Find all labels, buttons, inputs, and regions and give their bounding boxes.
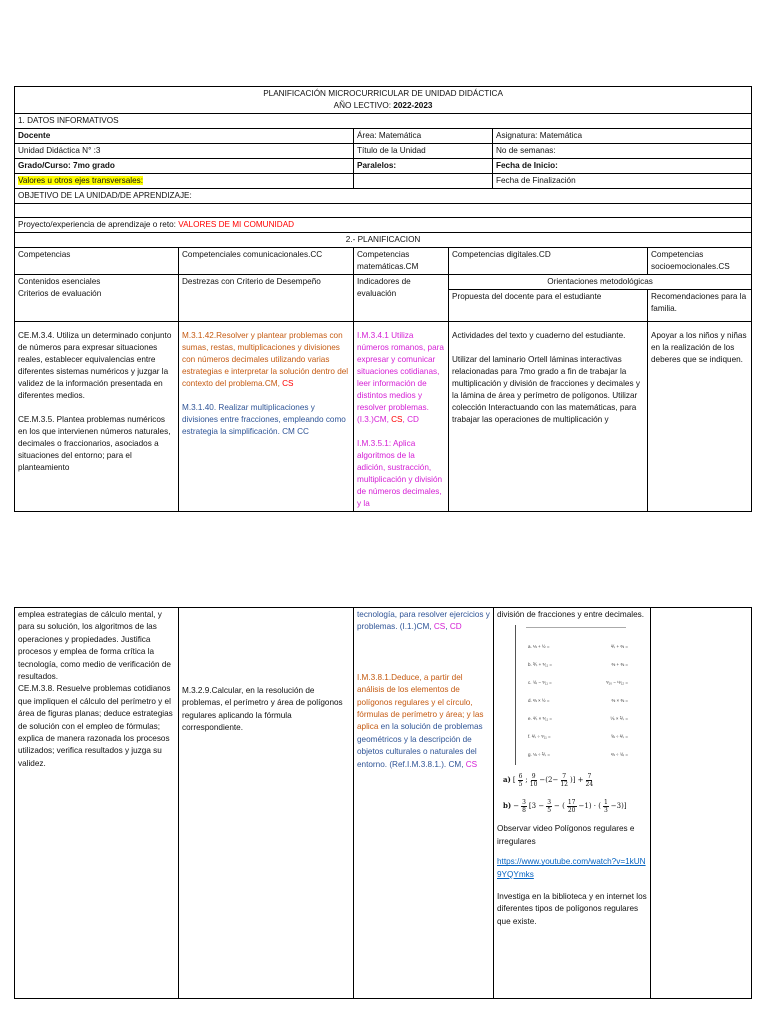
unidad-field: Unidad Didáctica N° :3 bbox=[15, 144, 354, 159]
competencias-cm-header: Competencias matemáticas.CM bbox=[354, 248, 449, 275]
document-title: PLANIFICACIÓN MICROCURRICULAR DE UNIDAD DIDÁCTICA AÑO LECTIVO: 2022-2023 bbox=[15, 87, 752, 114]
objetivo-value bbox=[15, 204, 752, 218]
recomendaciones-header: Recomendaciones para la familia. bbox=[648, 290, 752, 322]
destrezas-cell-continued: M.3.2.9.Calcular, en la resolución de problemas, el perímetro y área de polígonos regulares aplicando la fórmula correspondiente. bbox=[179, 608, 354, 999]
section-planificacion: 2.- PLANIFICACION bbox=[15, 233, 752, 248]
exercise-a: a) [ $\frac{6}{5}$ ; $\frac{9}{10}$ −(2− $\frac{7}{12}$ )] + $\frac{7}{24}$ bbox=[503, 772, 594, 788]
valores-value bbox=[354, 174, 493, 189]
propuesta-cell-continued: división de fracciones y entre decimales. a. ⅓ + ½ = ⅘ + ⅔ = b. ⅗ + ⁵⁄₁₁ = ⅔ + ⅜ = c. ⅚ − ⁵⁄₁₁ = ⁵⁄₁₀ − ¹¹⁄₁₂ = d. ⅔ × ½ = ⅔ × ⅜ = e. ⅘ × ⁵⁄₁₁ = ⅚ × ⅖ = f. ⅘ ÷ ⁵⁄₁₁ = ⅝ ÷ ⅘ = g. ⅛ ÷ ⅖ = ⅔ ÷ ⅚ = a) [ $\frac{6}{5}$ ; $\frac{9}{10}$ −(2− $\frac{7}{12}$ )] + $\frac{7}{24}$ b) − $\frac{3}{8}$ [3 − $\frac{3}{5}$ − ( $\frac{17}{20}$ −1) · ( $\frac{1}{3}$ −3)] Observar video Polígonos regulares e irregulares https://www.youtube.com/watch?v=1kUN9YQYmks Investiga en la biblioteca y en internet los diferentes tipos de polígonos regulares que existe. bbox=[494, 608, 651, 999]
competencias-cs-header: Competencias socioemocionales.CS bbox=[648, 248, 752, 275]
competencias-cc-header: Competenciales comunicacionales.CC bbox=[179, 248, 354, 275]
area-field: Área: Matemática bbox=[354, 129, 493, 144]
destrezas-header: Destrezas con Criterio de Desempeño bbox=[179, 275, 354, 322]
criterios-cell-continued: emplea estrategias de cálculo mental, y para su solución, los algoritmos de las operaciones y propiedades. Justifica procesos y emplea de forma crítica la tecnología, como medio de verificación de resultados. CE.M.3.8. Resuelve problemas cotidianos que impliquen el cálculo del perímetro y el área de figuras planas; deduce estrategias de solución con el empleo de fórmulas; explica de manera razonada los procesos utilizados; verifica resultados y juzga su validez. bbox=[15, 608, 179, 999]
grado-field: Grado/Curso: 7mo grado bbox=[15, 159, 354, 174]
destrezas-cell: M.3.1.42.Resolver y plantear problemas con sumas, restas, multiplicaciones y divisiones con números decimales utilizando varias estrategias e interpretar la solución dentro del contexto del problema.CM, CS M.3.1.40. Realizar multiplicaciones y divisiones entre fracciones, empleando como estrategia la simplificación. CM CC bbox=[179, 322, 354, 512]
objetivo-field: OBJETIVO DE LA UNIDAD/DE APRENDIZAJE: bbox=[15, 189, 752, 204]
valores-field: Valores u otros ejes transversales: bbox=[15, 174, 354, 189]
fraction-exercises-image: a. ⅓ + ½ = ⅘ + ⅔ = b. ⅗ + ⁵⁄₁₁ = ⅔ + ⅜ = c. ⅚ − ⁵⁄₁₁ = ⁵⁄₁₀ − ¹¹⁄₁₂ = d. ⅔ × ½ = ⅔ × ⅜ = e. ⅘ × ⁵⁄₁₁ = ⅚ × ⅖ = f. ⅘ ÷ ⁵⁄₁₁ = ⅝ ÷ ⅘ = g. ⅛ ÷ ⅖ = ⅔ ÷ ⅚ = bbox=[515, 625, 633, 765]
youtube-link[interactable]: https://www.youtube.com/watch?v=1kUN9YQYmks bbox=[497, 857, 646, 879]
fecha-finalizacion-field: Fecha de Finalización bbox=[493, 174, 752, 189]
orientaciones-header: Orientaciones metodológicas bbox=[449, 275, 752, 290]
semanas-field: No de semanas: bbox=[493, 144, 752, 159]
indicadores-cell: I.M.3.4.1 Utiliza números romanos, para expresar y comunicar situaciones cotidianas, leer información de distintos medios y resolver problemas. (I.3.)CM, CS, CD I.M.3.5.1: Aplica algoritmos de la adición, sustracción, multiplicación y división de números decimales, y la bbox=[354, 322, 449, 512]
propuesta-cell: Actividades del texto y cuaderno del estudiante. Utilizar del laminario Ortell láminas interactivas relacionadas para 7mo grado a fin de trabajar la multiplicación y división de fracciones y decimales y la lámina de área y perímetro de polígonos. Utilizar colección Interactuando con las matemáticas, para trabajar las operaciones de multiplicación y bbox=[449, 322, 648, 512]
planning-table-page-2 bbox=[14, 607, 751, 999]
indicadores-header: Indicadores de evaluación bbox=[354, 275, 449, 322]
propuesta-header: Propuesta del docente para el estudiante bbox=[449, 290, 648, 322]
recomendaciones-cell: Apoyar a los niños y niñas en la realización de los deberes que se indiquen. bbox=[648, 322, 752, 512]
docente-label: Docente bbox=[15, 129, 354, 144]
titulo-field: Título de la Unidad bbox=[354, 144, 493, 159]
competencias-header: Competencias bbox=[15, 248, 179, 275]
proyecto-field: Proyecto/experiencia de aprendizaje o reto: VALORES DE MI COMUNIDAD bbox=[15, 218, 752, 233]
planning-table-page-1 bbox=[14, 86, 751, 512]
criterios-cell: CE.M.3.4. Utiliza un determinado conjunto de números para expresar situaciones reales, establecer equivalencias entre diferentes sistemas numéricos y juzgar la validez de la información presentada en diferentes medios. CE.M.3.5. Plantea problemas numéricos en los que intervienen números naturales, decimales o fraccionarios, asociados a situaciones del entorno; para el planteamiento bbox=[15, 322, 179, 512]
paralelos-field: Paralelos: bbox=[354, 159, 493, 174]
recomendaciones-cell-continued bbox=[651, 608, 752, 999]
fecha-inicio-field: Fecha de Inicio: bbox=[493, 159, 752, 174]
exercise-b: b) − $\frac{3}{8}$ [3 − $\frac{3}{5}$ − ( $\frac{17}{20}$ −1) · ( $\frac{1}{3}$ −3)] bbox=[503, 798, 627, 814]
indicadores-cell-continued: tecnología, para resolver ejercicios y problemas. (I.1.)CM, CS, CD I.M.3.8.1.Deduce, a partir del análisis de los elementos de polígonos regulares y el círculo, fórmulas de perímetro y área; y las aplica en la solución de problemas geométricos y la descripción de objetos culturales o naturales del entorno. (Ref.I.M.3.8.1.). CM, CS bbox=[354, 608, 494, 999]
contenidos-header: Contenidos esenciales Criterios de evaluación bbox=[15, 275, 179, 322]
section-datos: 1. DATOS INFORMATIVOS bbox=[15, 114, 752, 129]
asignatura-field: Asignatura: Matemática bbox=[493, 129, 752, 144]
competencias-cd-header: Competencias digitales.CD bbox=[449, 248, 648, 275]
